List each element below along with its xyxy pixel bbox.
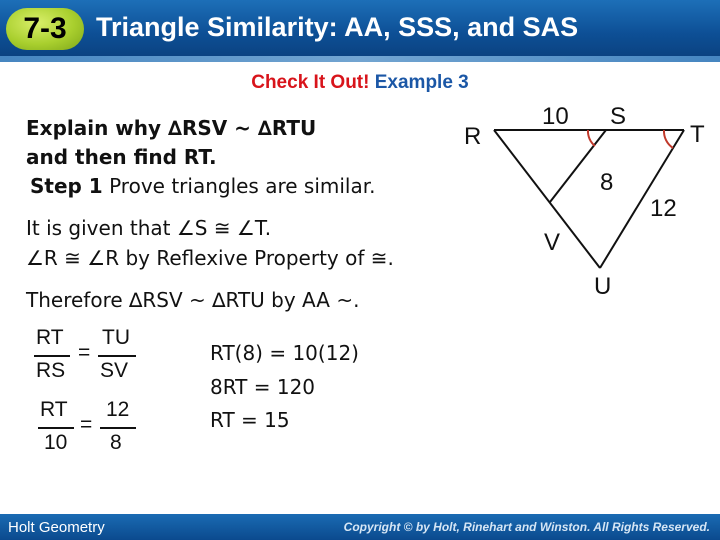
segment-sv-length: 8: [600, 169, 614, 196]
fraction-bar: [100, 427, 136, 429]
fraction-denominator: RS: [36, 359, 66, 382]
header-stripe: [0, 56, 720, 62]
footer-copyright: Copyright © by Holt, Rinehart and Winston. All Rights Reserved.: [343, 520, 710, 534]
fraction-bar: [38, 427, 74, 429]
equals-sign: =: [80, 413, 93, 436]
reason-line-3: Therefore ∆RSV ~ ∆RTU by AA ~.: [26, 288, 360, 312]
fraction-denominator: SV: [100, 359, 129, 382]
reason-line-1: It is given that ∠S ≅ ∠T.: [26, 216, 272, 240]
step-1: [30, 174, 375, 198]
fraction-bar: [98, 355, 136, 357]
fraction-bar: [34, 355, 70, 357]
example-label: Example 3: [374, 72, 469, 93]
problem-line-2: and then find RT.: [26, 145, 217, 169]
reason-line-2: ∠R ≅ ∠R by Reflexive Property of ≅.: [26, 246, 394, 270]
equals-sign: =: [78, 341, 91, 364]
angle-s-mark: [588, 130, 595, 146]
header-bar: [0, 0, 720, 62]
example-heading: [0, 72, 720, 94]
vertex-v-label: V: [544, 229, 561, 256]
segment-rs-length: 10: [542, 103, 569, 130]
step-1-text: Prove triangles are similar.: [109, 174, 376, 198]
fraction-numerator: 12: [106, 398, 130, 421]
step-1-label: Step 1: [30, 174, 103, 198]
fraction-numerator: RT: [40, 398, 68, 421]
check-it-out-label: Check It Out!: [251, 72, 370, 93]
vertex-r-label: R: [464, 123, 482, 150]
vertex-s-label: S: [610, 103, 627, 130]
proportion-1: [32, 326, 142, 386]
vertex-u-label: U: [594, 273, 612, 300]
problem-line-1: Explain why ∆RSV ~ ∆RTU: [26, 116, 317, 140]
segment-sv: [550, 130, 606, 202]
fraction-denominator: 10: [44, 431, 68, 454]
calc-line-1: RT(8) = 10(12): [210, 341, 359, 365]
calc-line-2: 8RT = 120: [210, 375, 316, 399]
footer-course-name: Holt Geometry: [8, 519, 105, 536]
vertex-t-label: T: [690, 121, 705, 148]
fraction-numerator: RT: [36, 326, 64, 349]
angle-t-mark: [664, 130, 673, 148]
proportion-2: [36, 398, 146, 458]
lesson-number-badge: 7-3: [6, 8, 84, 50]
segment-tu-length: 12: [650, 195, 677, 222]
calc-line-3: RT = 15: [210, 408, 290, 432]
lesson-title: Triangle Similarity: AA, SSS, and SAS: [96, 12, 579, 42]
fraction-denominator: 8: [110, 431, 122, 454]
footer-bar: [0, 514, 720, 540]
fraction-numerator: TU: [102, 326, 130, 349]
triangle-diagram: [460, 96, 720, 306]
